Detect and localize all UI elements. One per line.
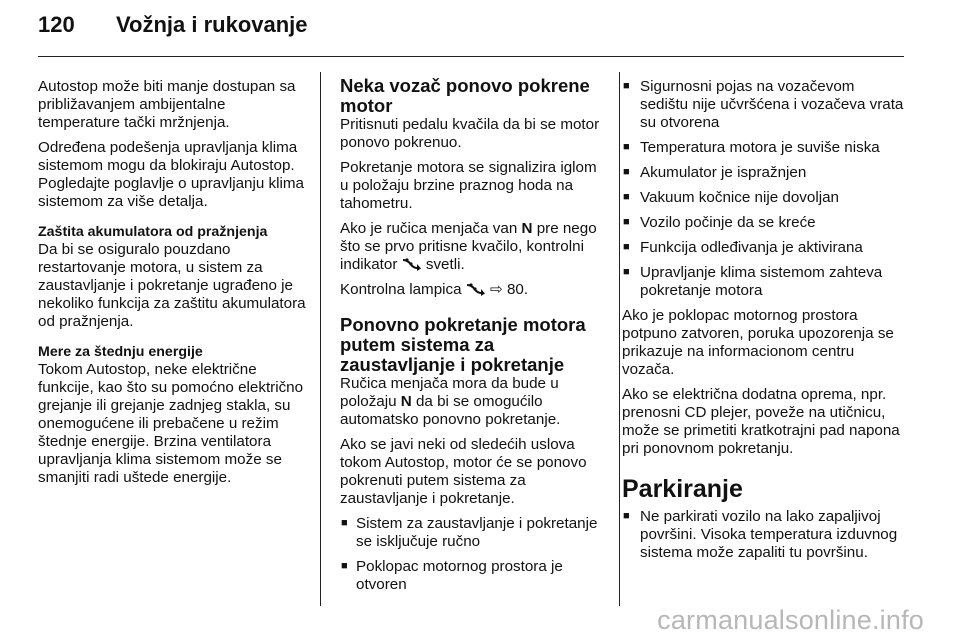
paragraph: Određena podešenja upravljanja klima sistemom mogu da blokiraju Autostop. Pogledajte poglavlje o upravljanju klima sistemom za više detalja. — [38, 139, 304, 210]
column-divider-2 — [619, 72, 620, 606]
list-item: ■ Sistem za zaustavljanje i pokretanje se isključuje ručno — [340, 515, 608, 551]
subheading-energy: Mere za štednju energije — [38, 344, 203, 360]
paragraph: Ako se električna dodatna oprema, npr. prenosni CD plejer, poveže na utičnicu, može se primetiti kratkotrajni pad napona pri ponovnom pokretanju. — [622, 386, 900, 457]
paragraph: Pritisnuti pedalu kvačila da bi se motor ponovo pokrenuo. — [340, 116, 600, 151]
paragraph: Ako je poklopac motornog prostora potpuno zatvoren, poruka upozorenja se prikazuje na informacionom centru vozača. — [622, 307, 894, 378]
section-heading-parking: Parkiranje — [622, 475, 743, 503]
paragraph: Autostop može biti manje dostupan sa približavanjem ambijentalne temperature tački mržnjenja. — [38, 78, 296, 131]
list-item: ■ Sigurnosni pojas na vozačevom sedištu nije učvršćena i vozačeva vrata su otvorena — [622, 78, 906, 132]
column-1 — [38, 78, 306, 494]
chapter-title: Vožnja i rukovanje — [116, 12, 308, 37]
bullet-list — [340, 515, 608, 594]
section-heading-autostart: Ponovno pokretanje motora putem sistema za zaustavljanje i pokretanje — [340, 314, 586, 375]
paragraph — [340, 220, 608, 274]
page-header — [38, 12, 308, 38]
autostop-arrow-icon — [466, 282, 486, 296]
gear-n-label: N — [521, 220, 533, 237]
column-3 — [622, 78, 906, 569]
list-item: ■ Vakuum kočnice nije dovoljan — [622, 189, 906, 207]
watermark: carmanualsonline.info — [657, 605, 924, 635]
text: Ako je ručica menjača van — [340, 220, 522, 237]
list-item: ■ Temperatura motora je suviše niska — [622, 139, 906, 157]
bullet-list — [622, 508, 906, 562]
list-item: ■ Poklopac motornog prostora je otvoren — [340, 558, 608, 594]
list-item: ■ Upravljanje klima sistemom zahteva pokretanje motora — [622, 264, 906, 300]
page-reference-link[interactable]: ⇨ 80. — [490, 281, 529, 298]
list-item: ■ Akumulator je ispražnjen — [622, 164, 906, 182]
paragraph: Da bi se osiguralo pouzdano restartovanje motora, u sistem za zaustavljanje i pokretanje ugrađeno je nekoliko funkcija za zaštitu akumulatora od pražnjenja. — [38, 241, 306, 330]
text: Ručica menjača mora da bude u položaju — [340, 375, 559, 410]
text: pre nego što se prvo pritisne kvačilo, kontrolni indikator — [340, 220, 597, 273]
paragraph: Tokom Autostop, neke električne funkcije, kao što su pomoćno električno grejanje ili grejanje zadnjeg stakla, su onemogućene ili prebačene u režim štednje energije. Brzina ventilatora upravljanja klima sistemom može se smanjiti radi uštede energije. — [38, 361, 304, 486]
autostop-arrow-icon — [402, 257, 422, 271]
paragraph — [340, 281, 608, 299]
column-divider-1 — [320, 72, 321, 606]
text: svetli. — [421, 256, 465, 273]
subheading-battery: Zaštita akumulatora od pražnjenja — [38, 224, 268, 240]
bullet-list — [622, 78, 906, 300]
paragraph — [340, 375, 608, 429]
paragraph: Ako se javi neki od sledećih uslova tokom Autostop, motor će se ponovo pokrenuti putem sistema za zaustavljanje i pokretanje. — [340, 436, 587, 507]
list-item: ■ Ne parkirati vozilo na lako zapaljivoj površini. Visoka temperatura izduvnog sistema može zapaliti tu površinu. — [622, 508, 906, 562]
gear-n-label: N — [400, 393, 412, 410]
column-2 — [340, 76, 608, 601]
list-item: ■ Funkcija odleđivanja je aktivirana — [622, 239, 906, 257]
text: da bi se omogućilo automatsko ponovno pokretanje. — [340, 393, 561, 428]
paragraph: Pokretanje motora se signalizira iglom u položaju brzine praznog hoda na tahometru. — [340, 159, 597, 212]
header-rule — [38, 56, 904, 57]
section-heading-restart-driver: Neka vozač ponovo pokrene motor — [340, 75, 590, 116]
page-number: 120 — [38, 12, 75, 37]
list-item: ■ Vozilo počinje da se kreće — [622, 214, 906, 232]
text: Kontrolna lampica — [340, 281, 466, 298]
